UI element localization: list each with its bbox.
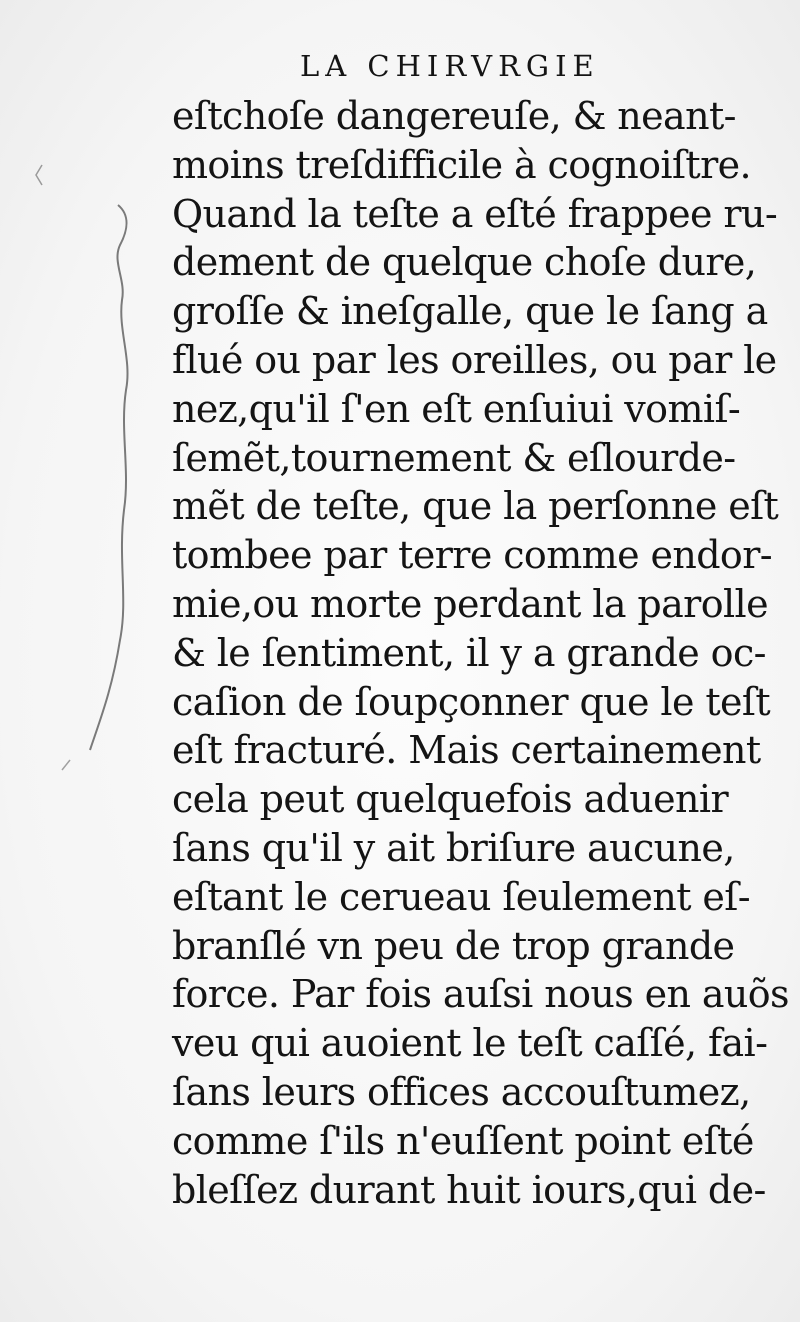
text-line: caſion de ſoupçonner que le teſt <box>172 679 771 724</box>
text-line: flué ou par les oreilles, ou par le <box>172 337 777 382</box>
text-line: branſlé vn peu de trop grande <box>172 923 735 968</box>
text-line: groſſe & ineſgalle, que le ſang a <box>172 289 768 334</box>
text-line: ſans leurs offices accouſtumez, <box>172 1069 751 1114</box>
text-line: dement de quelque choſe dure, <box>172 240 757 285</box>
text-line: ſans qu'il y ait briſure aucune, <box>172 825 735 870</box>
text-line: ſemẽt,tournement & eſlourde- <box>172 435 736 480</box>
text-line: nez,qu'il ſ'en eſt enſuiui vomiſ- <box>172 386 741 431</box>
text-line: Quand la teſte a eſté frappee ru- <box>172 191 778 236</box>
text-line: bleſſez durant huit iours,qui de- <box>172 1167 766 1212</box>
text-line: cela peut quelquefois aduenir <box>172 777 729 822</box>
margin-stroke-mark <box>0 0 150 1322</box>
running-head: LA CHIRVRGIE <box>300 49 600 83</box>
text-line: eſt fracturé. Mais certainement <box>172 728 761 773</box>
text-line: force. Par fois auſsi nous en auõs <box>172 972 789 1017</box>
left-margin-marks <box>0 0 150 1322</box>
text-line: & le ſentiment, il y a grande oc- <box>172 630 766 675</box>
text-line: mẽt de teſte, que la perſonne eſt <box>172 484 779 529</box>
text-line: eſtant le cerueau ſeulement eſ- <box>172 874 750 919</box>
body-text <box>172 92 792 1214</box>
text-line: mie,ou morte perdant la parolle <box>172 581 768 626</box>
text-line: veu qui auoient le teſt caſſé, fai- <box>172 1021 768 1066</box>
text-line: tombee par terre comme endor- <box>172 533 773 578</box>
text-line: comme ſ'ils n'euſſent point eſté <box>172 1118 754 1163</box>
text-line: moins treſdifficile à cognoiſtre. <box>172 142 752 187</box>
text-line: eſtchoſe dangereuſe, & neant- <box>172 94 736 138</box>
